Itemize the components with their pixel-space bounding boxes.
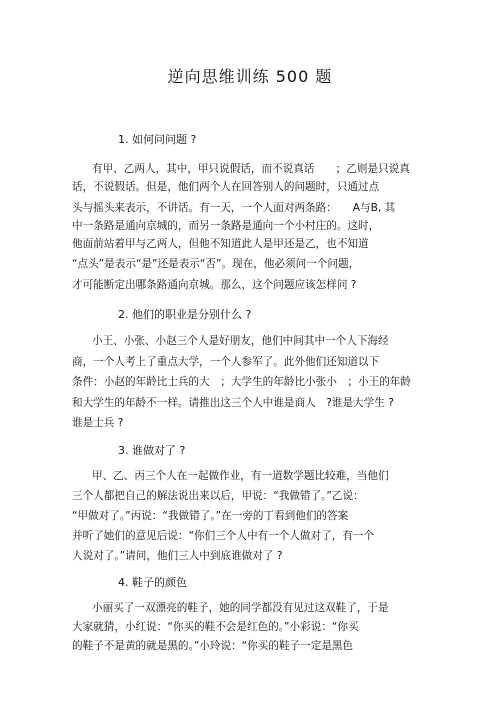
section-3-line-2: 三个人都把自己的解法说出来以后，甲说：“我做错了。”乙说：: [72, 490, 364, 502]
section-3-line-3: “甲做对了。”丙说：“我做错了。”在一旁的丁看到他们的答案: [72, 510, 349, 522]
section-2-line-5: 谁是士兵 ?: [72, 417, 124, 429]
section-heading-4: 4. 鞋子的颜色: [118, 576, 187, 589]
section-heading-3: 3. 谁做对了 ?: [118, 444, 186, 457]
section-2-line-1: 小王、小张、小赵三个人是好朋友，他们中间其中一个人下海经: [92, 335, 389, 347]
section-3-line-4: 并听了她们的意见后说：“你们三个人中有一个人做对了，有一个: [72, 530, 375, 542]
section-1-line-3: 头与摇头来表示，不讲话。有一天，一个人面对两条路： A与B, 其: [72, 202, 396, 214]
section-1-line-7: 才可能断定出哪条路通向京城。那么，这个问题应该怎样问 ?: [72, 279, 357, 291]
section-3-line-5: 人说对了。”请问，他们三人中到底谁做对了 ?: [72, 550, 283, 562]
section-2-line-4: 和大学生的年龄不一样。请推出这三个人中谁是商人 ?谁是大学生 ?: [72, 397, 394, 409]
section-2-line-3: 条件：小赵的年龄比士兵的大 ；大学生的年龄比小张小 ；小王的年龄: [72, 376, 411, 388]
section-4-line-2: 大家就猜，小红说：“你买的鞋不会是红色的。”小彩说：“你买: [72, 621, 359, 633]
document-title: 逆向思维训练 500 题: [167, 67, 333, 86]
section-1-line-2: 话，不说假话。但是，他们两个人在回答别人的问题时，只通过点: [72, 181, 380, 193]
section-heading-1: 1. 如何问问题 ?: [118, 133, 197, 146]
section-4-line-3: 的鞋子不是黄的就是黑的。”小玲说：“你买的鞋子一定是黑色: [72, 640, 354, 652]
section-3-line-1: 甲、乙、丙三个人在一起做作业，有一道数学题比较难，当他们: [92, 470, 389, 482]
section-1-line-4: 中一条路是通向京城的，而另一条路是通向一个小村庄的。这时，: [72, 220, 380, 232]
section-1-line-5: 他面前站着甲与乙两人，但他不知道此人是甲还是乙，也不知道: [72, 238, 369, 250]
section-1-line-6: “点头”是表示“是”还是表示“否”。现在，他必须问一个问题，: [72, 258, 360, 270]
section-heading-2: 2. 他们的职业是分别什么 ?: [118, 308, 252, 321]
section-4-line-1: 小丽买了一双漂亮的鞋子，她的同学都没有见过这双鞋了，于是: [92, 602, 389, 614]
section-1-line-1: 有甲、乙两人，其中，甲只说假话，而不说真话 ；乙则是只说真: [92, 163, 410, 175]
section-2-line-2: 商，一个人考上了重点大学，一个人参军了。此外他们还知道以下: [72, 356, 380, 368]
